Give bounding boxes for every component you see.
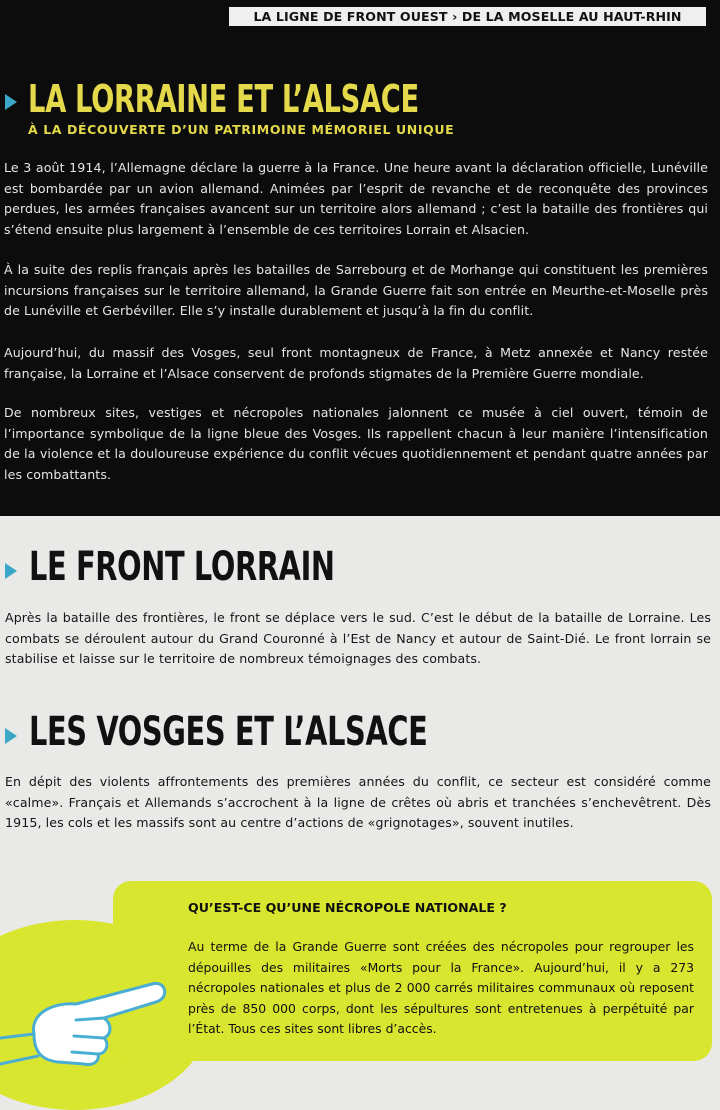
section-title-vosges-alsace: LES VOSGES ET L’ALSACE [29,709,428,755]
section-title-front-lorrain: LE FRONT LORRAIN [29,544,335,590]
paragraph-4: De nombreux sites, vestiges et nécropoles nationales jalonnent ce musée à ciel ouvert, témoin de l’importance symbolique de la ligne bleue des Vosges. Ils rappellent chacun à leur manière l’intensification de la violence et la douloureuse expérience du conflit vécues quotidiennement et pendant quatre années par les combattants. [4,405,708,482]
paragraph-3: Aujourd’hui, du massif des Vosges, seul front montagneux de France, à Metz annexée et Nancy restée française, la Lorraine et l’Alsace conservent de profonds stigmates de la Première Guerre mondiale. [4,345,708,381]
callout-text: Au terme de la Grande Guerre sont créées des nécropoles pour regrouper les dépouilles des militaires «Morts pour la France». Aujourd’hui, il y a 273 nécropoles nationales et plus de 2 000 carrés militaires communaux où reposent près de 850 000 corps, dont les sépultures sont entretenues à perpétuité par l’État. Tous ces sites sont libres d’accès. [188,939,694,1037]
callout-title: QU’EST-CE QU’UNE NÉCROPOLE NATIONALE ? [188,900,507,915]
triangle-bullet-icon [5,563,17,579]
front-lorrain-text: Après la bataille des frontières, le front se déplace vers le sud. C’est le début de la bataille de Lorraine. Les combats se déroulent autour du Grand Couronné à l’Est de Nancy et autour de Saint-Dié. Le front lorrain se stabilise et laisse sur le territoire de nombreux témoignages des combats. [5,610,711,666]
section-title-lorraine-alsace: LA LORRAINE ET L’ALSACE [28,77,419,121]
breadcrumb: LA LIGNE DE FRONT OUEST › DE LA MOSELLE AU HAUT-RHIN [229,7,706,26]
triangle-bullet-icon [5,94,17,110]
vosges-alsace-text: En dépit des violents affrontements des premières années du conflit, ce secteur est considéré comme «calme». Français et Allemands s’accrochent à la ligne de crêtes où abris et tranchées s’enchevêtrent. Dès 1915, les cols et les massifs sont au centre d’actions de «grignotages», souvent inutiles. [5,774,711,830]
triangle-bullet-icon [5,728,17,744]
paragraph-2: À la suite des replis français après les batailles de Sarrebourg et de Morhange qui constituent les premières incursions françaises sur le territoire allemand, la Grande Guerre fait son entrée en Meurthe-et-Moselle près de Lunéville et Gerbéviller. Elle s’y installe durablement et jusqu’à la fin du conflit. [4,262,708,318]
pointing-hand-icon [0,968,175,1068]
paragraph-1: Le 3 août 1914, l’Allemagne déclare la guerre à la France. Une heure avant la déclaration officielle, Lunéville est bombardée par un avion allemand. Animées par l’esprit de revanche et de reconquête des provinces perdues, les armées françaises avancent sur un territoire alors allemand ; c’est la bataille des frontières qui s’étend ensuite plus largement à l’ensemble de ces territoires Lorrain et Alsacien. [4,160,708,237]
section-subtitle: À LA DÉCOUVERTE D’UN PATRIMOINE MÉMORIEL UNIQUE [28,122,455,137]
